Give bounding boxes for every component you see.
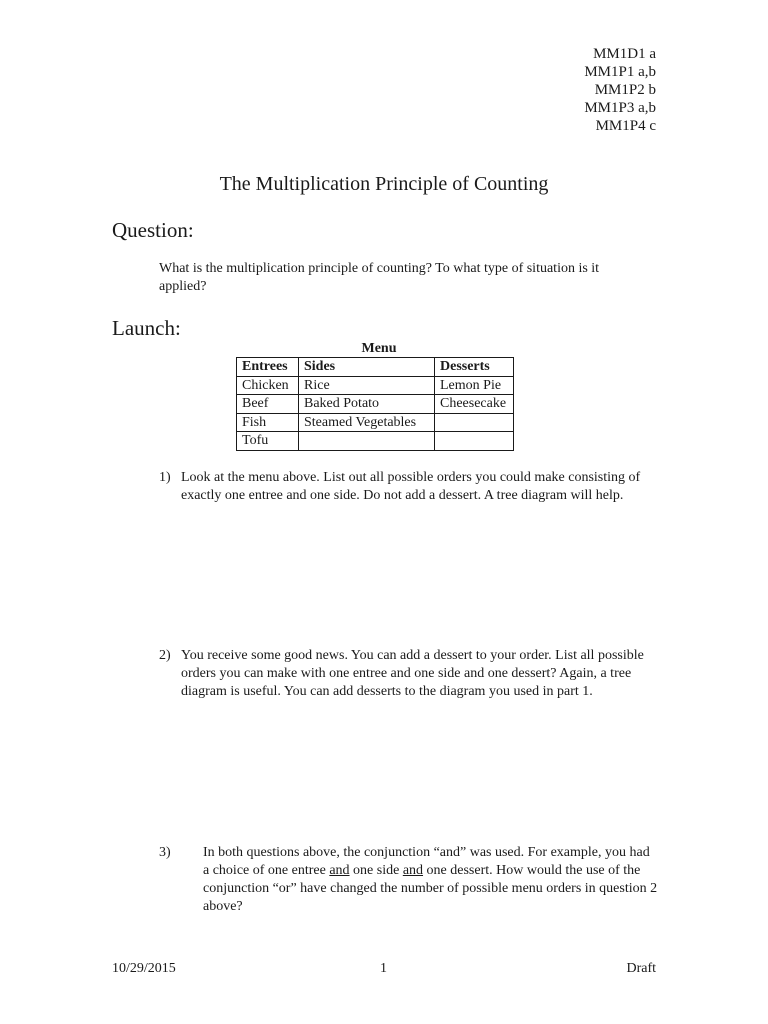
item-number: 2) <box>159 648 171 663</box>
draft-label: Draft <box>626 961 656 976</box>
item-number: 3) <box>159 845 171 860</box>
table-cell: Lemon Pie <box>435 376 514 395</box>
table-cell: Tofu <box>237 432 299 451</box>
table-row <box>237 395 514 414</box>
item-text: You receive some good news. You can add a dessert to your order. List all possible orders you can make with one entree and one side and one dessert? Again, a tree diagram is useful. You can add desserts to the diagram you used in part 1. <box>181 648 644 699</box>
standard-code: MM1P1 a,b <box>584 64 656 80</box>
table-cell <box>299 432 435 451</box>
standard-code: MM1P2 b <box>594 82 656 98</box>
standards-list <box>584 45 656 135</box>
standard-code: MM1D1 a <box>593 46 656 62</box>
table-cell <box>435 432 514 451</box>
underlined-and: and <box>329 863 350 878</box>
table-cell: Beef <box>237 395 299 414</box>
table-cell: Fish <box>237 413 299 432</box>
item-text-part: one side <box>349 863 403 878</box>
column-header-entrees: Entrees <box>237 358 299 377</box>
question-text: What is the multiplication principle of counting? To what type of situation is it applied? <box>159 261 600 294</box>
item-text: Look at the menu above. List out all possible orders you could make consisting of exactly one entree and one side. Do not add a dessert. A tree diagram will help. <box>181 470 641 503</box>
launch-heading: Launch: <box>112 316 181 340</box>
item-text <box>203 844 659 916</box>
menu-caption: Menu <box>361 341 397 356</box>
table-cell <box>435 413 514 432</box>
menu-table <box>236 357 514 451</box>
column-header-desserts: Desserts <box>435 358 514 377</box>
column-header-sides: Sides <box>299 358 435 377</box>
table-row <box>237 413 514 432</box>
page-number: 1 <box>380 961 387 976</box>
underlined-and: and <box>402 863 424 878</box>
table-cell: Rice <box>299 376 435 395</box>
standard-code: MM1P4 c <box>595 118 656 134</box>
table-cell: Baked Potato <box>299 395 435 414</box>
standard-code: MM1P3 a,b <box>584 100 656 116</box>
item-text-part: In both questions above, the conjunction “and” was used. For example, you had a choice of one entree <box>203 845 650 878</box>
footer-date: 10/29/2015 <box>112 961 176 976</box>
item-text-part: one dessert. How would the use of the conjunction “or” have changed the number of possible menu orders in question 2 above? <box>203 863 658 914</box>
item-number: 1) <box>159 470 171 485</box>
question-heading: Question: <box>112 218 194 242</box>
table-cell: Cheesecake <box>435 395 514 414</box>
document-title: The Multiplication Principle of Counting <box>219 173 549 195</box>
table-row <box>237 376 514 395</box>
menu-header-row <box>237 358 514 377</box>
table-cell: Steamed Vegetables <box>299 413 435 432</box>
table-row <box>237 432 514 451</box>
table-cell: Chicken <box>237 376 299 395</box>
